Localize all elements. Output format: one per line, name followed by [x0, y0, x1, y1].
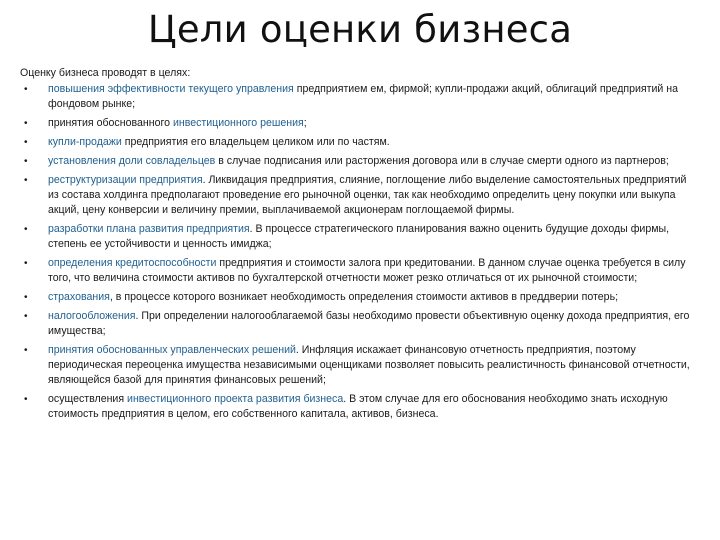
list-item — [20, 290, 700, 305]
bullet-icon: • — [24, 291, 28, 303]
item-text: . В этом случае для его обоснования необходимо знать исходную стоимость предприятия в целом, его собственного капитала, активов, бизнеса. — [48, 392, 668, 420]
item-highlight: повышения эффективности текущего управления — [48, 83, 294, 96]
bullet-icon: • — [24, 174, 28, 186]
list-item — [20, 173, 700, 219]
item-text: . Инфляция искажает финансовую отчетность предприятия, поэтому периодическая переоценка имущества независимыми оценщиками позволяет повысить реалистичность финансовой отчетности, являющейся базой для принятия финансовых решений; — [48, 343, 690, 386]
item-text: в случае подписания или расторжения договора или в случае смерти одного из партнеров; — [215, 154, 669, 167]
item-highlight: определения кредитоспособности — [48, 256, 217, 269]
bullet-icon: • — [24, 118, 28, 130]
item-text: предприятия его владельцем целиком или по частям. — [121, 136, 390, 148]
bullet-icon: • — [24, 257, 28, 269]
goals-list — [20, 82, 700, 422]
intro-text: Оценку бизнеса проводят в целях: — [20, 67, 191, 79]
item-highlight: страхования — [48, 290, 110, 303]
item-highlight: налогообложения — [48, 309, 136, 322]
bullet-icon: • — [24, 310, 28, 322]
item-text: ; — [303, 117, 307, 130]
item-text: предприятием ем, фирмой; купли-продажи акций, облигаций предприятий на фондовом рынке; — [48, 83, 679, 111]
bullet-icon: • — [24, 393, 28, 405]
item-highlight: инвестиционного решения — [172, 117, 304, 130]
list-item — [20, 135, 700, 150]
bullet-icon: • — [24, 344, 28, 356]
item-highlight: разработки плана развития предприятия — [48, 222, 250, 235]
item-text: . В процессе стратегического планирования важно оценить будущие доходы фирмы, степень ее устойчивости и ценность имиджа; — [48, 222, 670, 250]
list-item — [20, 222, 700, 252]
item-text: , в процессе которого возникает необходимость определения стоимости активов в преддверии потерь; — [109, 290, 619, 303]
item-prefix: принятия обоснованного — [48, 117, 173, 130]
bullet-icon: • — [24, 155, 28, 167]
item-text: . Ликвидация предприятия, слияние, поглощение либо выделение самостоятельных предприятий из состава холдинга предполагают проведение его рыночной оценки, так как необходимо определить цену покупки или выкупа акций, цену конверсии и величину премии, выплачиваемой акционерам поглощаемой фирмы. — [48, 173, 687, 216]
item-text: . При определении налогооблагаемой базы необходимо провести объективную оценку дохода предприятия, его имущества; — [48, 309, 690, 337]
list-item — [20, 154, 700, 169]
list-item — [20, 82, 700, 112]
list-item — [20, 343, 700, 389]
item-highlight: реструктуризации предприятия — [48, 173, 203, 186]
bullet-icon: • — [24, 223, 28, 235]
item-highlight: принятия обоснованных управленческих решений — [48, 343, 296, 356]
slide-content — [20, 66, 700, 426]
item-highlight: инвестиционного проекта развития бизнеса — [127, 392, 344, 405]
item-prefix: осуществления — [48, 392, 128, 405]
item-highlight: установления доли совладельцев — [48, 154, 216, 167]
item-text: предприятия и стоимости залога при кредитовании. В данном случае оценка требуется в силу того, что величина стоимости активов по бухгалтерской отчетности может резко отличаться от их рыночной стоимости; — [48, 256, 686, 284]
bullet-icon: • — [24, 84, 28, 96]
bullet-icon: • — [24, 137, 28, 148]
list-item — [20, 256, 700, 286]
slide-title: Цели оценки бизнеса — [147, 8, 573, 51]
list-item — [20, 309, 700, 339]
list-item — [20, 116, 700, 131]
list-item — [20, 392, 700, 422]
item-highlight: купли-продажи — [48, 136, 122, 148]
